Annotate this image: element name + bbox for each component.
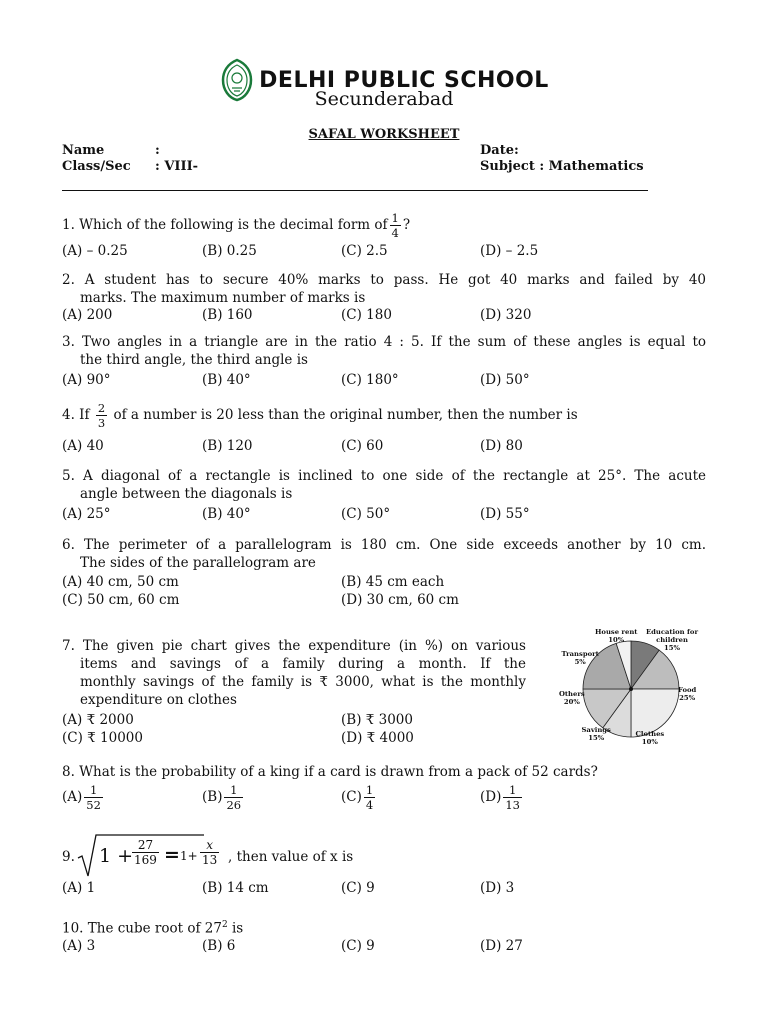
q10-option-d: (D) 27 — [480, 938, 523, 954]
pie-label-savings: Savings 15% — [581, 726, 611, 742]
fraction-1-4: $\frac{1}{4}$ — [391, 211, 399, 240]
fraction-2-3: $\frac{2}{3}$ — [97, 401, 106, 430]
q5-option-b: (B) 40° — [202, 506, 251, 522]
pie-label-house-rent: House rent 10% — [595, 628, 638, 644]
q3-option-b: (B) 40° — [202, 372, 251, 388]
question-3 — [62, 333, 706, 369]
q1-option-b: (B) 0.25 — [202, 243, 257, 259]
q9-option-a: (A) 1 — [62, 880, 96, 896]
question-9: 9. 1 + $\frac{27}{169}$ = 1+ $\frac{x}{13}$ , then value of x is — [62, 832, 462, 880]
q2-option-a: (A) 200 — [62, 307, 113, 323]
pie-label-food: Food 25% — [678, 686, 697, 702]
q9-option-d: (D) 3 — [480, 880, 515, 896]
pie-center-dot — [629, 687, 633, 691]
q7-option-a: (A) ₹ 2000 — [62, 712, 134, 728]
pie-label-education-for-children: Education for children 15% — [646, 628, 699, 652]
q1-option-c: (C) 2.5 — [341, 243, 388, 259]
question-7-line-2: items and savings of a family during a month. If the — [80, 656, 526, 672]
question-1-text: 1. Which of the following is the decimal form of — [62, 217, 388, 233]
question-6-line-2: The sides of the parallelogram are — [80, 555, 316, 571]
q8-option-c: (C) $\frac{1}{4}$ — [341, 783, 374, 812]
name-separator: : — [155, 143, 160, 158]
question-7-line-4: expenditure on clothes — [80, 692, 237, 708]
q9-option-b: (B) 14 cm — [202, 880, 269, 896]
q1-option-a: (A) – 0.25 — [62, 243, 128, 259]
q9-option-c: (C) 9 — [341, 880, 375, 896]
question-5-line-1: 5. A diagonal of a rectangle is inclined to one side of the rectangle at 25°. The acute — [62, 468, 706, 484]
pie-label-others: Others 20% — [559, 690, 585, 706]
school-city: Secunderabad — [314, 88, 454, 110]
question-7-line-3: monthly savings of the family is ₹ 3000, what is the monthly — [80, 674, 526, 690]
question-2 — [62, 271, 706, 307]
q7-option-d: (D) ₹ 4000 — [341, 730, 414, 746]
q2-option-d: (D) 320 — [480, 307, 532, 323]
class-label: Class/Sec — [62, 159, 131, 174]
class-value: : VIII- — [155, 159, 199, 174]
question-1: 1. Which of the following is the decimal form of $\frac{1}{4}$ ? — [62, 211, 411, 240]
subject-label: Subject : Mathematics — [480, 159, 644, 174]
q6-option-c: (C) 50 cm, 60 cm — [62, 592, 180, 608]
q7-option-c: (C) ₹ 10000 — [62, 730, 143, 746]
q3-option-a: (A) 90° — [62, 372, 111, 388]
q8-option-b: (B) $\frac{1}{26}$ — [202, 783, 242, 812]
q4-option-a: (A) 40 — [62, 438, 104, 454]
question-5 — [62, 467, 706, 503]
q6-option-d: (D) 30 cm, 60 cm — [341, 592, 459, 608]
question-8-text: 8. What is the probability of a king if a card is drawn from a pack of 52 cards? — [62, 764, 598, 780]
q7-option-b: (B) ₹ 3000 — [341, 712, 413, 728]
q1-option-d: (D) – 2.5 — [480, 243, 539, 259]
question-4-text: of a number is 20 less than the original number, then the number is — [113, 407, 578, 423]
header-divider — [62, 190, 648, 191]
q2-option-c: (C) 180 — [341, 307, 392, 323]
q10-option-b: (B) 6 — [202, 938, 236, 954]
q2-option-b: (B) 160 — [202, 307, 253, 323]
school-title: DELHI PUBLIC SCHOOL — [259, 67, 549, 93]
question-7-line-1: 7. The given pie chart gives the expenditure (in %) on various — [62, 638, 526, 654]
q10-option-c: (C) 9 — [341, 938, 375, 954]
question-4: 4. If $\frac{2}{3}$ of a number is 20 less than the original number, then the number is — [62, 401, 578, 430]
question-6-line-1: 6. The perimeter of a parallelogram is 180 cm. One side exceeds another by 10 cm. — [62, 537, 706, 553]
question-10-text: 10. The cube root of 27 — [62, 920, 222, 937]
pie-label-clothes: Clothes 10% — [635, 730, 665, 746]
question-7 — [62, 637, 526, 709]
q8-option-a: (A) $\frac{1}{52}$ — [62, 783, 101, 812]
q6-option-a: (A) 40 cm, 50 cm — [62, 574, 179, 590]
expenditure-pie-chart — [550, 622, 710, 752]
question-10: 10. The cube root of $27^2$ is — [62, 920, 244, 937]
question-2-line-2: marks. The maximum number of marks is — [80, 290, 366, 306]
q5-option-a: (A) 25° — [62, 506, 111, 522]
question-8 — [62, 763, 706, 781]
q4-option-b: (B) 120 — [202, 438, 253, 454]
name-label: Name — [62, 143, 105, 158]
worksheet-title: SAFAL WORKSHEET — [308, 127, 460, 142]
q6-option-b: (B) 45 cm each — [341, 574, 445, 590]
question-9-text: , then value of x is — [228, 849, 354, 865]
question-3-line-2: the third angle, the third angle is — [80, 352, 308, 368]
q5-option-c: (C) 50° — [341, 506, 391, 522]
q4-option-c: (C) 60 — [341, 438, 384, 454]
q5-option-d: (D) 55° — [480, 506, 530, 522]
q4-option-d: (D) 80 — [480, 438, 523, 454]
question-2-line-1: 2. A student has to secure 40% marks to pass. He got 40 marks and failed by 40 — [62, 272, 706, 288]
date-label: Date: — [480, 143, 519, 158]
q8-option-d: (D) $\frac{1}{13}$ — [480, 783, 520, 812]
question-5-line-2: angle between the diagonals is — [80, 486, 293, 502]
q3-option-c: (C) 180° — [341, 372, 399, 388]
q10-option-a: (A) 3 — [62, 938, 96, 954]
question-6 — [62, 536, 706, 572]
question-3-line-1: 3. Two angles in a triangle are in the ratio 4 : 5. If the sum of these angles is equal to — [62, 334, 706, 350]
fraction-x-13: $\frac{x}{13}$ — [202, 838, 218, 867]
q3-option-d: (D) 50° — [480, 372, 530, 388]
pie-label-transport: Transport 5% — [561, 650, 599, 666]
fraction-27-169: $\frac{27}{169}$ — [134, 838, 157, 867]
